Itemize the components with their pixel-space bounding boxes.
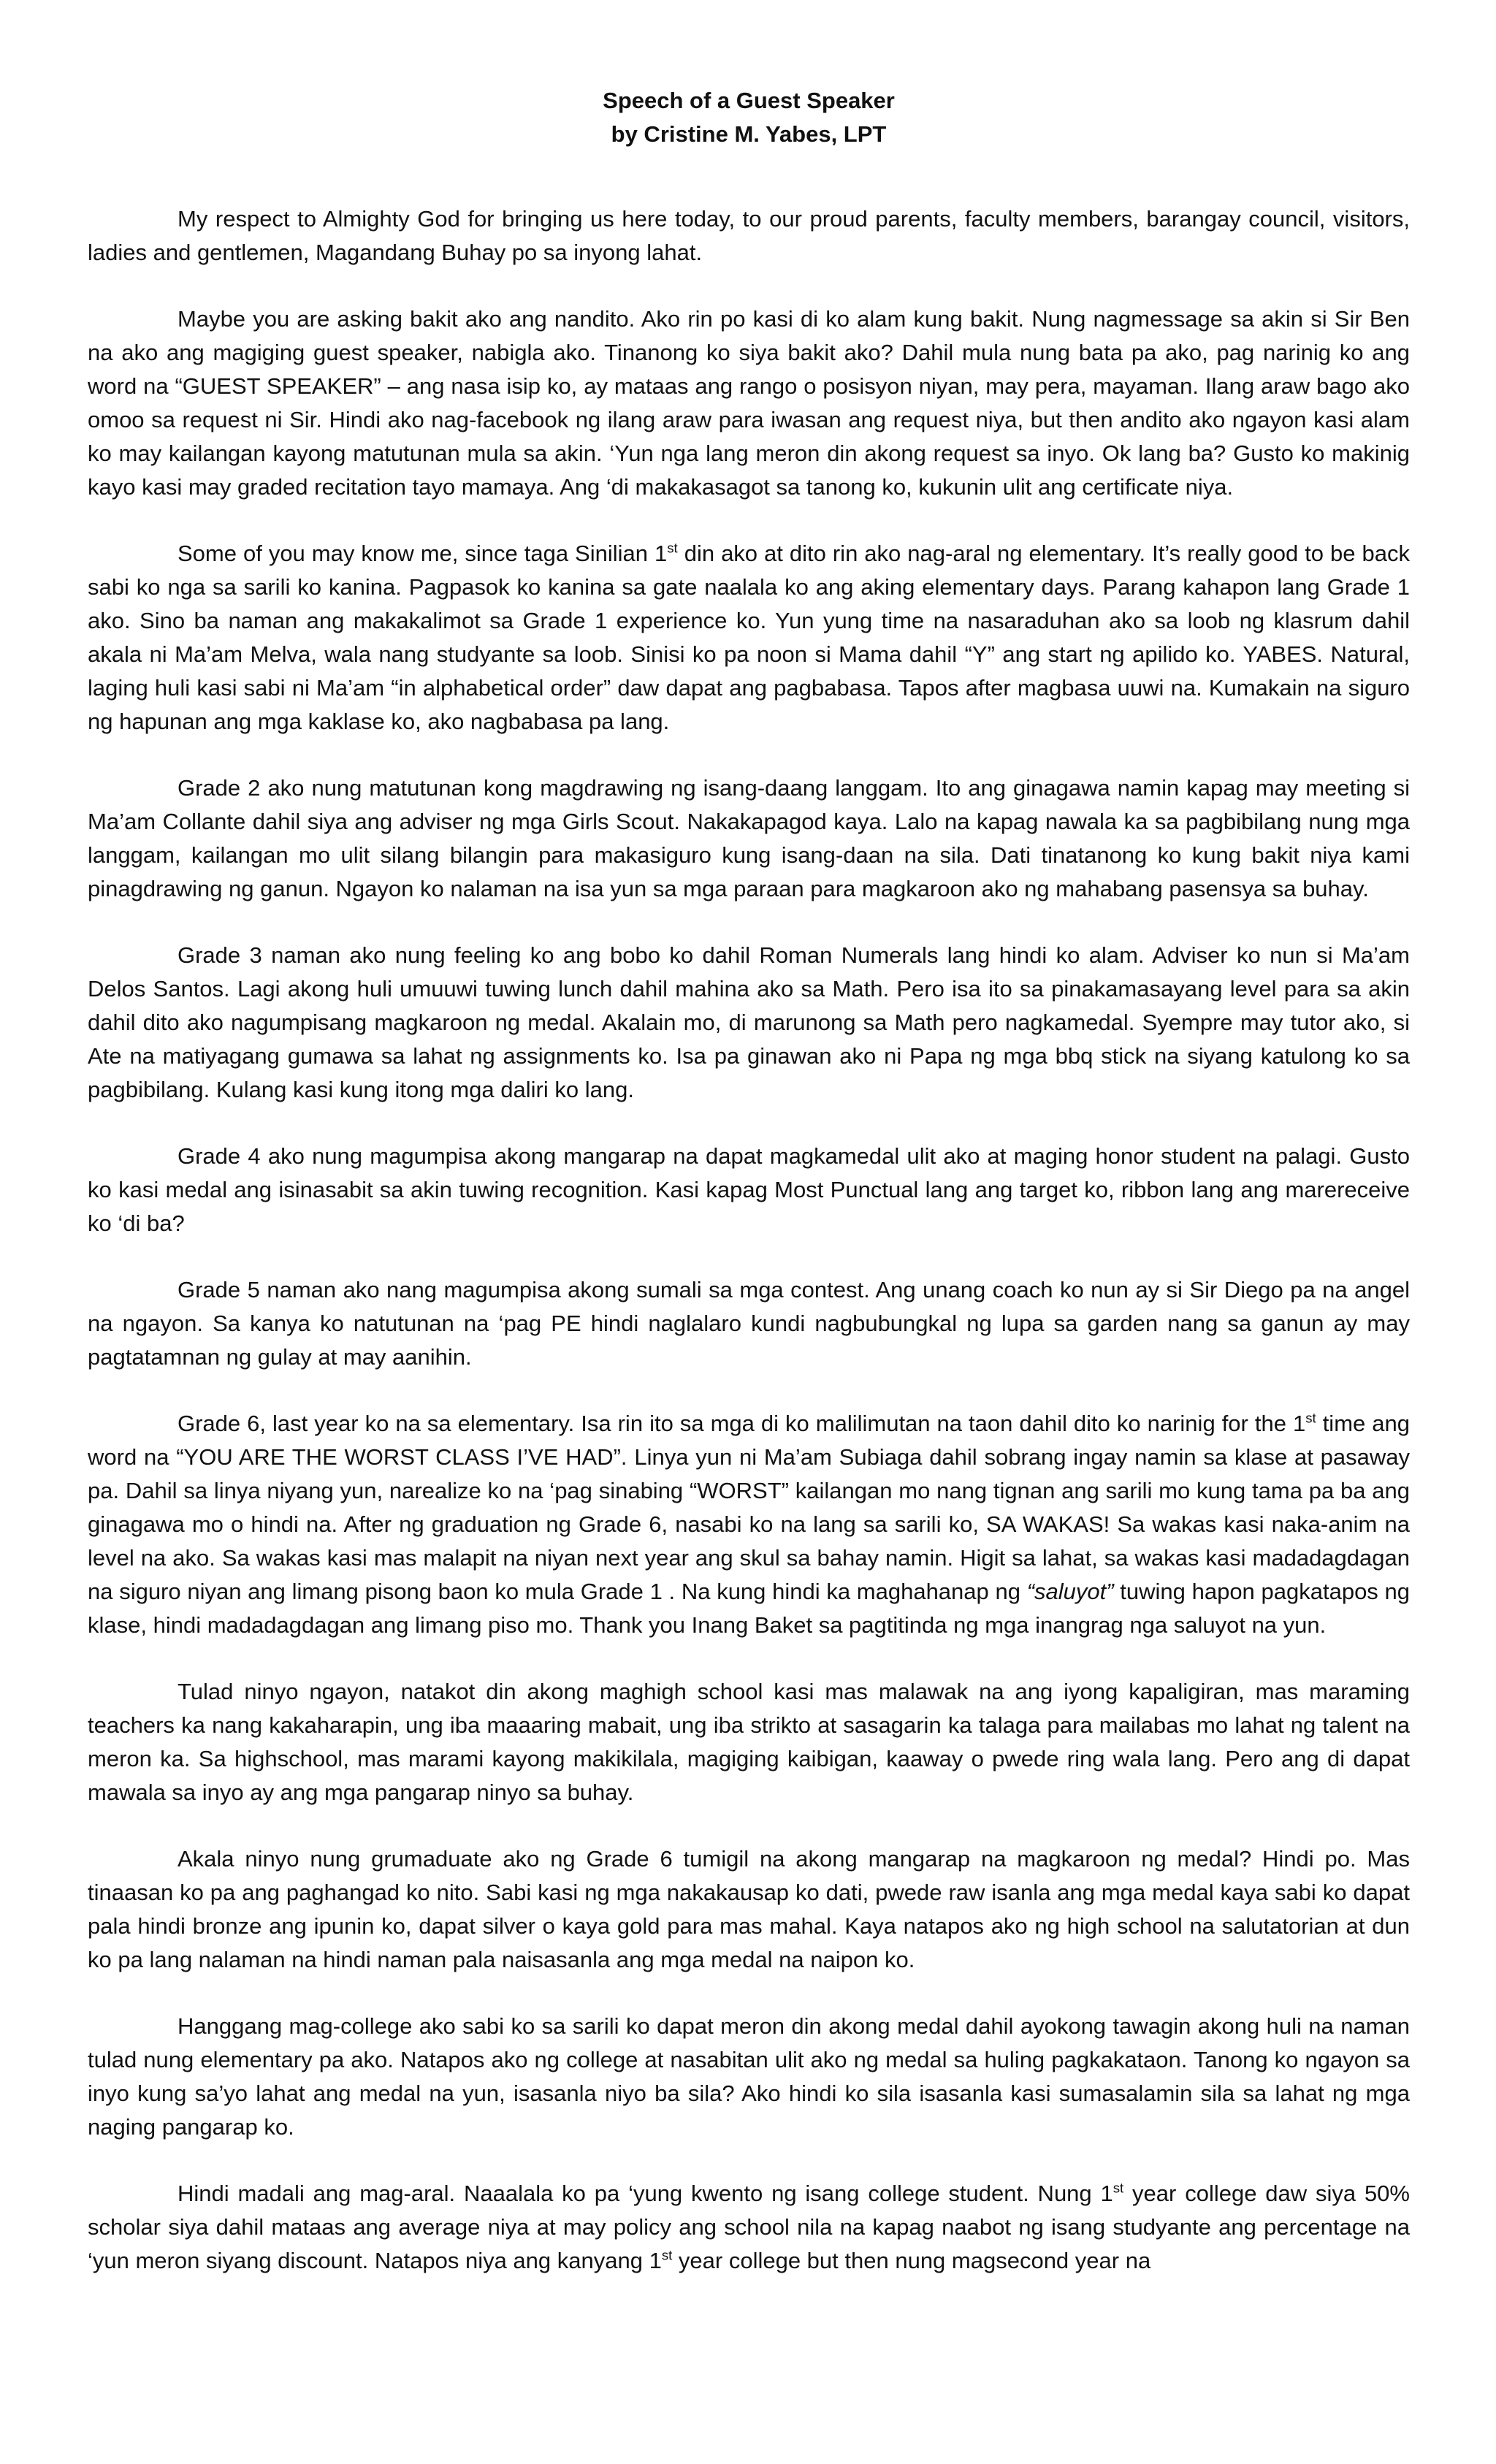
paragraph: [88, 2177, 1410, 2278]
ordinal-suffix: st: [667, 540, 678, 556]
paragraph-text: Grade 2 ako nung matutunan kong magdrawing ng isang-daang langgam. Ito ang ginagawa namin kapag may meeting si Ma’am Collante dahil siya ang adviser ng mga Girls Scout. Nakakapagod kaya. Lalo na kapag nawala ka sa pagbibilang nung mga langgam, kailangan mo ulit silang bilangin para makasiguro kung isang-daan na sila. Dati tinatanong ko kung bakit niya kami pinagdrawing ng ganun. Ngayon ko nalaman na isa yun sa mga paraan para magkaroon ako ng mahabang pasensya sa buhay.: [88, 775, 1410, 901]
document-page: [88, 84, 1410, 2311]
paragraph-text: tuwing hapon pagkatapos ng klase, hindi madadagdagan ang limang piso mo. Thank you Inang Baket sa pagtitinda ng mga inangrag nga saluyot na yun.: [88, 1579, 1410, 1638]
ordinal-suffix: st: [1305, 1410, 1316, 1426]
paragraph-text: Grade 6, last year ko na sa elementary. Isa rin ito sa mga di ko malilimutan na taon dahil dito ko narinig for the 1: [178, 1411, 1306, 1436]
paragraph: [88, 202, 1410, 270]
paragraph: [88, 1140, 1410, 1240]
paragraph: [88, 1407, 1410, 1642]
paragraph: [88, 2010, 1410, 2144]
paragraph-text: Some of you may know me, since taga Sinilian 1: [178, 541, 668, 566]
document-header: [88, 84, 1410, 151]
paragraph-text: year college but then nung magsecond year na: [672, 2248, 1151, 2273]
document-body: [88, 202, 1410, 2278]
ordinal-suffix: st: [1113, 2180, 1124, 2196]
paragraph: [88, 1842, 1410, 1977]
paragraph-text: Akala ninyo nung grumaduate ako ng Grade 6 tumigil na akong mangarap na magkaroon ng medal? Hindi po. Mas tinaasan ko pa ang paghangad ko nito. Sabi kasi ng mga nakakausap ko dati, pwede raw isanla ang mga medal kaya sabi ko dapat pala hindi bronze ang ipunin ko, dapat silver o kaya gold para mas mahal. Kaya natapos ako ng high school na salutatorian at dun ko pa lang nalaman na hindi naman pala naisasanla ang mga medal na naipon ko.: [88, 1846, 1410, 1972]
emphasis-text: “saluyot”: [1026, 1579, 1114, 1604]
paragraph-text: My respect to Almighty God for bringing us here today, to our proud parents, faculty members, barangay council, visitors, ladies and gentlemen, Magandang Buhay po sa inyong lahat.: [88, 206, 1410, 265]
document-author: by Cristine M. Yabes, LPT: [611, 121, 887, 147]
paragraph-text: Grade 5 naman ako nang magumpisa akong sumali sa mga contest. Ang unang coach ko nun ay si Sir Diego pa na angel na ngayon. Sa kanya ko natutunan na ‘pag PE hindi naglalaro kundi nagbubungkal ng lupa sa garden nang sa ganun ay may pagtatamnan ng gulay at may aanihin.: [88, 1277, 1410, 1370]
ordinal-suffix: st: [661, 2247, 673, 2263]
paragraph-text: year college daw siya 50% scholar siya dahil mataas ang average niya at may policy ang school nila na kapag naabot ng isang studyante ang percentage na ‘yun meron siyang discount. Natapos niya ang kanyang 1: [88, 2181, 1410, 2273]
paragraph-text: Tulad ninyo ngayon, natakot din akong maghigh school kasi mas malawak na ang iyong kapaligiran, mas maraming teachers ka nang kakaharapin, ung iba maaaring mabait, ung iba strikto at sasagarin ka talaga para mailabas mo lahat ng talent na meron ka. Sa highschool, mas marami kayong makikilala, magiging kaibigan, kaaway o pwede ring wala lang. Pero ang di dapat mawala sa inyo ay ang mga pangarap ninyo sa buhay.: [88, 1679, 1410, 1805]
paragraph: [88, 302, 1410, 504]
paragraph: [88, 1273, 1410, 1374]
paragraph: [88, 771, 1410, 906]
paragraph-text: time ang word na “YOU ARE THE WORST CLASS I’VE HAD”. Linya yun ni Ma’am Subiaga dahil sobrang ingay namin sa klase at pasaway pa. Dahil sa linya niyang yun, narealize ko na ‘pag sinabing “WORST” kailangan mo nang tignan ang sarili mo kung tama pa ba ang ginagawa mo o hindi na. After ng graduation ng Grade 6, nasabi ko na lang sa sarili ko, SA WAKAS! Sa wakas kasi naka-anim na level na ako. Sa wakas kasi mas malapit na niyan next year ang skul sa bahay namin. Higit sa lahat, sa wakas kasi madadagdagan na siguro niyan ang limang pisong baon ko mula Grade 1 . Na kung hindi ka maghahanap ng: [88, 1411, 1410, 1604]
paragraph-text: Grade 4 ako nung magumpisa akong mangarap na dapat magkamedal ulit ako at maging honor student na palagi. Gusto ko kasi medal ang isinasabit sa akin tuwing recognition. Kasi kapag Most Punctual lang ang target ko, ribbon lang ang marereceive ko ‘di ba?: [88, 1143, 1410, 1236]
paragraph-text: din ako at dito rin ako nag-aral ng elementary. It’s really good to be back sabi ko nga sa sarili ko kanina. Pagpasok ko kanina sa gate naalala ko ang aking elementary days. Parang kahapon lang Grade 1 ako. Sino ba naman ang makakalimot sa Grade 1 experience ko. Yun yung time na nasaraduhan ako sa loob ng klasrum dahil akala ni Ma’am Melva, wala nang studyante sa loob. Sinisi ko pa noon si Mama dahil “Y” ang start ng apilido ko. YABES. Natural, laging huli kasi sabi ni Ma’am “in alphabetical order” daw dapat ang pagbabasa. Tapos after magbasa uuwi na. Kumakain na siguro ng hapunan ang mga kaklase ko, ako nagbabasa pa lang.: [88, 541, 1410, 734]
paragraph: [88, 537, 1410, 739]
document-title: Speech of a Guest Speaker: [603, 88, 895, 113]
paragraph: [88, 1675, 1410, 1809]
paragraph-text: Maybe you are asking bakit ako ang nandito. Ako rin po kasi di ko alam kung bakit. Nung nagmessage sa akin si Sir Ben na ako ang magiging guest speaker, nabigla ako. Tinanong ko siya bakit ako? Dahil mula nung bata pa ako, pag narinig ko ang word na “GUEST SPEAKER” – ang nasa isip ko, ay mataas ang rango o posisyon niyan, may pera, mayaman. Ilang araw bago ako omoo sa request ni Sir. Hindi ako nag-facebook ng ilang araw para iwasan ang request niya, but then andito ako ngayon kasi alam ko may kailangan kayong matutunan mula sa akin. ‘Yun nga lang meron din akong request sa inyo. Ok lang ba? Gusto ko makinig kayo kasi may graded recitation tayo mamaya. Ang ‘di makakasagot sa tanong ko, kukunin ulit ang certificate niya.: [88, 306, 1410, 500]
paragraph-text: Grade 3 naman ako nung feeling ko ang bobo ko dahil Roman Numerals lang hindi ko alam. Adviser ko nun si Ma’am Delos Santos. Lagi akong huli umuuwi tuwing lunch dahil mahina ako sa Math. Pero isa ito sa pinakamasayang level para sa akin dahil dito ako nagumpisang magkaroon ng medal. Akalain mo, di marunong sa Math pero nagkamedal. Syempre may tutor ako, si Ate na matiyagang gumawa sa lahat ng assignments ko. Isa pa ginawan ako ni Papa ng mga bbq stick na siyang katulong ko sa pagbibilang. Kulang kasi kung itong mga daliri ko lang.: [88, 942, 1410, 1102]
paragraph-text: Hindi madali ang mag-aral. Naaalala ko pa ‘yung kwento ng isang college student. Nung 1: [178, 2181, 1113, 2206]
paragraph-text: Hanggang mag-college ako sabi ko sa sarili ko dapat meron din akong medal dahil ayokong tawagin akong huli na naman tulad nung elementary pa ako. Natapos ako ng college at nasabitan ulit ako ng medal sa huling pagkakataon. Tanong ko ngayon sa inyo kung sa’yo lahat ang medal na yun, isasanla niyo ba sila? Ako hindi ko sila isasanla kasi sumasalamin sila sa lahat ng mga naging pangarap ko.: [88, 2013, 1410, 2140]
paragraph: [88, 939, 1410, 1107]
